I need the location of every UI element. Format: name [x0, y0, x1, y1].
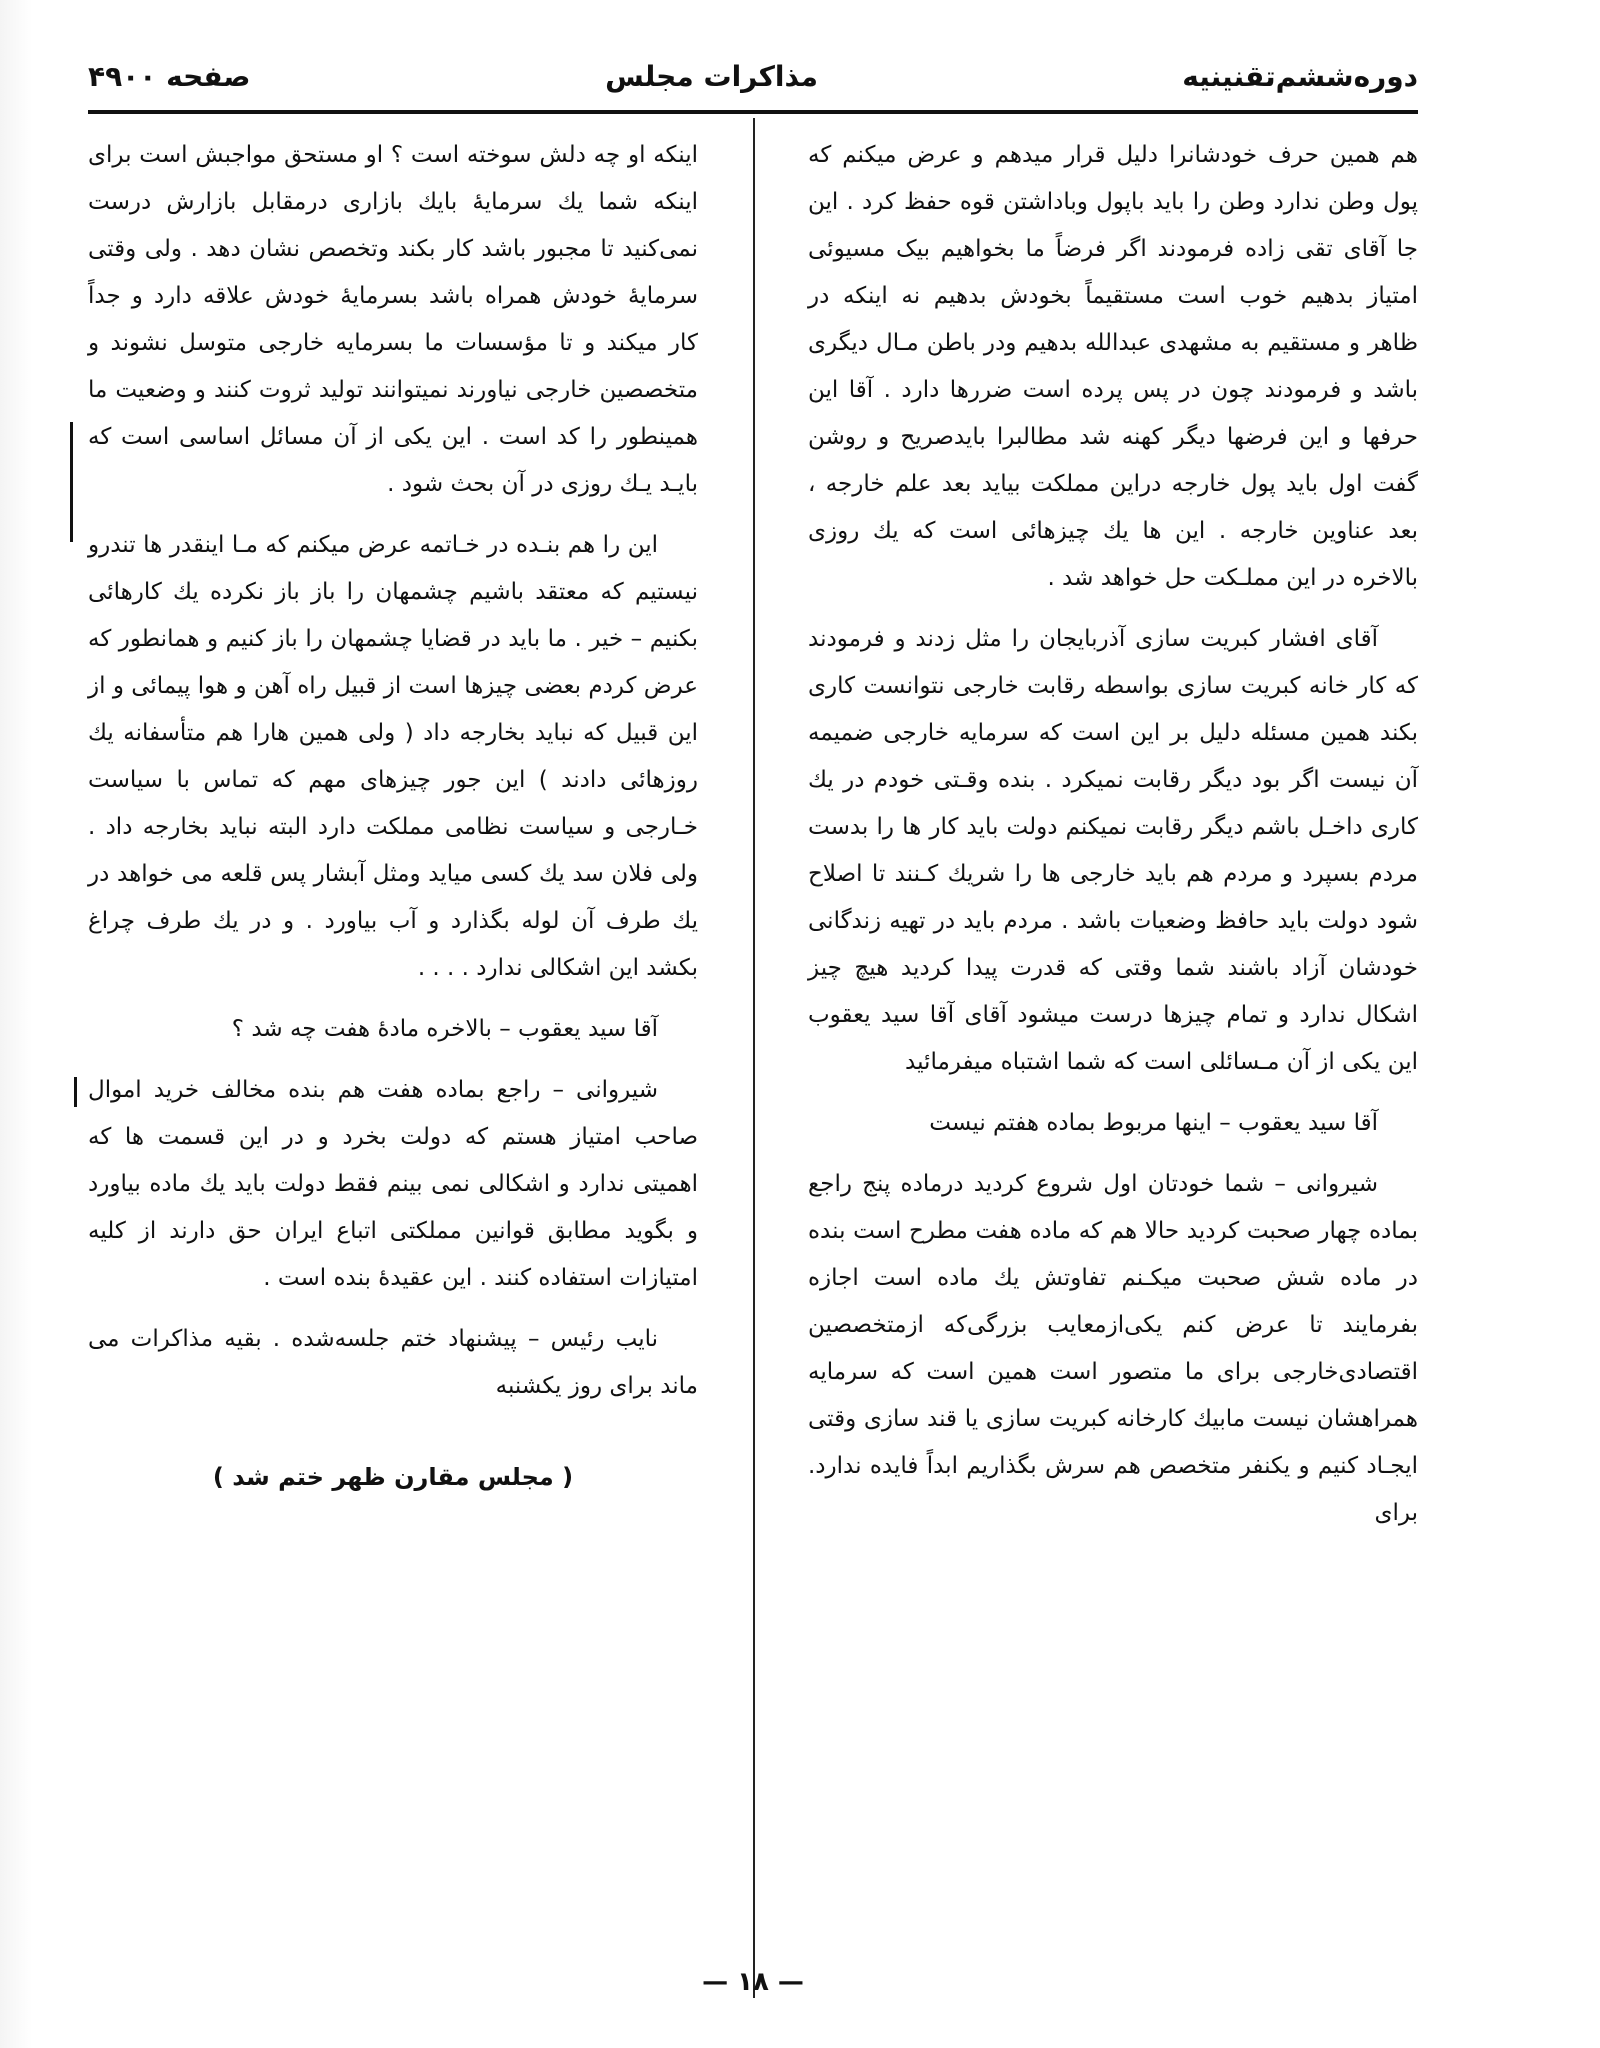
scan-edge [0, 0, 32, 2048]
page-header [88, 42, 1418, 94]
speaker-line: آقا سید یعقوب – بالاخره مادهٔ هفت چه شد ؟ [231, 1016, 658, 1042]
paragraph: نایب رئیس – پیشنهاد ختم جلسه‌شده . بقیه مذاکرات می ماند برای روز یکشنبه [88, 1326, 698, 1399]
page-title: مذاکرات مجلس [605, 60, 818, 93]
page-label: صفحه ۴۹۰۰ [88, 60, 251, 93]
margin-mark [74, 1077, 77, 1107]
document-page [88, 42, 1418, 2002]
header-rule [88, 110, 1418, 114]
left-column [88, 132, 698, 1501]
session-label: دوره‌ششم‌تقنینیه [1182, 60, 1418, 93]
paragraph: هم همین حرف خودشانرا دلیل قرار میدهم و عرض میکنم که پول وطن ندارد وطن را باید باپول وباداشتن قوه حفظ کرد . این جا آقای تقی زاده فرمودند اگر فرضاً ما بخواهیم بیک مسیوئی امتیاز بدهیم خوب است مستقیماً بخودش بدهیم نه اینکه در ظاهر و مستقیم به مشهدی عبدالله بدهیم ودر باطن مـال دیگری باشد و فرمودند چون در پس پرده است ضررها دارد . آقا این حرفها و این فرضها دیگر کهنه شد مطالبرا بایدصریح و روشن گفت اول باید پول خارجه دراین مملکت بیاید بعد علم خارجه ، بعد عناوین خارجه . این ها یك چیزهائی است که یك روزی بالاخره در این مملـکت حل خواهد شد . [808, 142, 1418, 591]
paragraph: شیروانی – شما خودتان اول شروع کردید درماده پنج راجع بماده چهار صحبت کردید حالا هم که ماده هفت مطرح است بنده در ماده شش صحبت میکـنم تفاوتش یك ماده است اجازه بفرمایند تا عرض کنم یکی‌ازمعایب بزرگی‌که ازمتخصصین اقتصادی‌خارجی برای ما متصور است همین است که سرمایه همراهشان نیست مابیك کارخانه کبریت سازی یا قند سازی وقتی ایجـاد کنیم و یکنفر متخصص هم سرش بگذاریم ابداً فایده ندارد. برای [808, 1171, 1418, 1526]
right-column [808, 132, 1418, 1551]
speaker-line: آقا سید یعقوب – اینها مربوط بماده هفتم نیست [929, 1110, 1378, 1136]
session-end-note: ( مجلس مقارن ظهر ختم شد ) [212, 1463, 574, 1491]
margin-mark [70, 422, 73, 542]
paragraph: اینکه او چه دلش سوخته است ؟ او مستحق مواجبش است برای اینکه شما یك سرمایهٔ بایك بازاری درمقابل بازارش درست نمی‌کنید تا مجبور باشد کار بکند وتخصص نشان دهد . ولی وقتی سرمایهٔ خودش همراه باشد بسرمایهٔ خودش علاقه دارد و جداً کار میکند و تا مؤسسات ما بسرمایه خارجی متوسل نشوند و متخصصین خارجی نیاورند نمیتوانند تولید ثروت کنند و وضعیت ما همینطور را کد است . این یکی از آن مسائل اساسی است که بایـد یـك روزی در آن بحث شود . [88, 142, 698, 497]
paragraph: این را هم بنـده در خـاتمه عرض میکنم که مـا اینقدر ها تندرو نیستیم که معتقد باشیم چشمهان را باز باز نکرده یك کارهائی بکنیم – خیر . ما باید در قضایا چشمهان را باز کنیم و همانطور که عرض کردم بعضی چیزها است از قبیل راه آهن و هوا پیمائی و از این قبیل که نباید بخارجه داد ( ولی همین هارا هم متأسفانه یك روزهائی دادند ) این جور چیزهای مهم که تماس با سیاست خـارجی و سیاست نظامی مملکت دارد البته نباید بخارجه داد . ولی فلان سد یك کسی میاید ومثل آبشار پس قلعه می خواهد در یك طرف آن لوله بگذارد و آب بیاورد . و در یك طرف چراغ بکشد این اشکالی ندارد . . . . [88, 532, 698, 981]
column-divider [753, 118, 755, 1998]
page-number: — ۱۸ — [702, 1967, 804, 1997]
paragraph: شیروانی – راجع بماده هفت هم بنده مخالف خرید اموال صاحب امتیاز هستم که دولت بخرد و در این قسمت ها که اهمیتی ندارد و اشکالی نمی بینم فقط دولت باید یك ماده بیاورد و بگوید مطابق قوانین مملکتی اتباع ایران حق دارند از کلیه امتیازات استفاده کنند . این عقیدهٔ بنده است . [88, 1077, 698, 1291]
paragraph: آقای افشار کبریت سازی آذربایجان را مثل زدند و فرمودند که کار خانه کبریت سازی بواسطه رقابت خارجی نتوانست کاری بکند همین مسئله دلیل بر این است که سرمایه خارجی ضمیمه آن نیست اگر بود دیگر رقابت نمیکرد . بنده وقـتی خودم در یك کاری داخـل باشم دیگر رقابت نمیکنم دولت باید کار ها را بدست مردم بسپرد و مردم هم باید خارجی ها را شریك کـنند تا اصلاح شود دولت باید حافظ وضعیات باشد . مردم باید در تهیه زندگانی خودشان آزاد باشند شما وقتی که قدرت پیدا کردید هیچ چیز اشکال ندارد و تمام چیزها درست میشود آقای آقا سید یعقوب این یکی از آن مـسائلی است که شما اشتباه میفرمائید [808, 626, 1418, 1075]
